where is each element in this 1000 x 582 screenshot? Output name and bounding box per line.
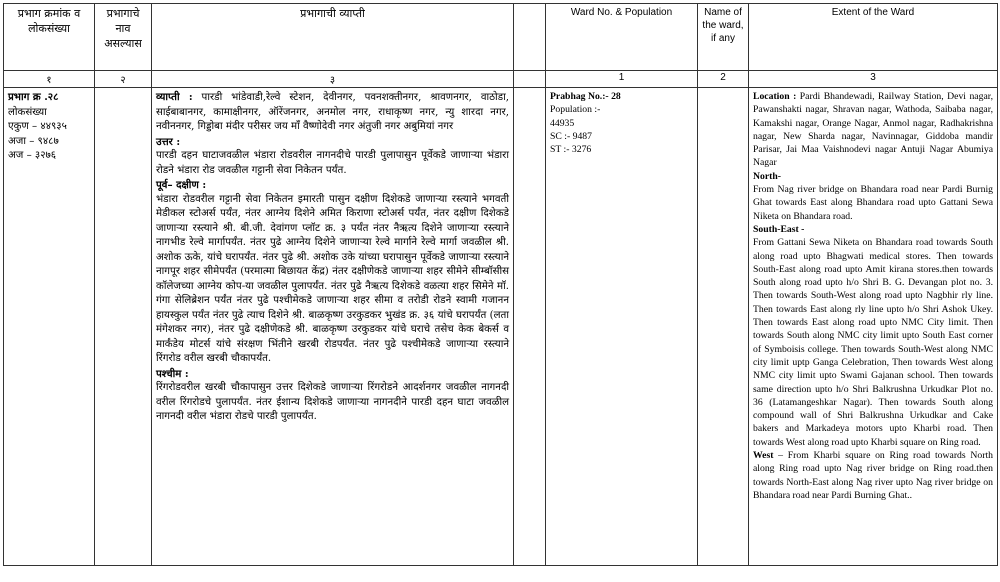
header-row xyxy=(4,4,998,71)
population-label-en: Population :- xyxy=(550,104,601,116)
north-label-en: North- xyxy=(753,170,781,182)
southeast-label-mr: पूर्व– दक्षीण : xyxy=(156,179,207,191)
col-number-2-en: 2 xyxy=(698,71,749,88)
west-label-mr: पश्चीम : xyxy=(156,367,189,380)
col-number-3: ३ xyxy=(152,71,514,88)
col-number-blank xyxy=(514,71,546,88)
ward-number-en: Prabhag No.:- 28 xyxy=(550,91,621,102)
header-ward-no-population-mr: प्रभाग क्रमांक व लोकसंख्या xyxy=(4,4,95,71)
extent-text-mr: पारडी भांडेवाडी,रेल्वे स्टेशन, देवीनगर, पवनशक्तीनगर, श्रावणनगर, वाठोडा, साईबाबानगर, कामाक्षीनगर, ऑरेंजनगर, अनमोल नगर, राधाकृष्ण नगर, न्यु शारदा नगर, नवीननगर, गिड्डोबा मंदीर परीसर जय माँ वैष्णोदेवी नगर अंतुजी नगर अबुमियां नगर xyxy=(156,92,510,132)
location-text-en: Pardi Bhandewadi, Railway Station, Devi nagar, Pawanshakti nagar, Shravan nagar, Wathoda, Saibaba nagar, Kamakshi nagar, Orange Nagar, Anmol nagar, Radhakrishna nagar, New Sharda nagar, Navinnagar, Giddoba mandir Parisar, Jai Maa Vaishnodevi nagar Antuji Nagar Abumiya Nagar xyxy=(753,91,994,169)
col-number-1: १ xyxy=(4,71,95,88)
header-ward-name-mr: प्रभागाचे नाव असल्यास xyxy=(95,4,152,71)
blank-cell xyxy=(514,88,546,566)
west-text-en: – From Kharbi square on Ring road towards North along Ring road upto Nag river bridge on Ring road.then towards North-East along Nag river upto Nag river bridge on Bhandara road near Pardi Burning Ghat.. xyxy=(753,450,993,501)
west-label-en: West xyxy=(753,450,774,462)
population-sc-en: SC :- 9487 xyxy=(550,130,592,142)
southeast-text-en: From Gattani Sewa Niketa on Bhandara road towards South along road upto Bhagwati medical stores. Then towards South-East along road upto Amit kirana stores.then towards South along road upto h/o Shri B. G. Devangan plot no. 3. Then towards South-West along road upto Nagbhir rly line. Then towards East along rly line upto h/o Shri Ashok Ukey. Then towards East along road upto NMC City limit. Then towards South along NMC city limit upto South East corner of Symboisis college. Then towards South-West along NMC city limit uptp Ganga Celebration, Then towards West along NMC city limit upto Swami Gajanan school. Then towards same direction upto h/o Shri Balkrushna Urkudkar Plot no. 36 (Latamangeshkar Nagar). Then towards South along compound wall of Shri Balkrushna Urkudkar and Cake bakers and Markadeya motors upto Kharbi road. Then towards West along road upto Kharbi square on Ring road. xyxy=(753,237,993,448)
ward-info-mr xyxy=(4,88,95,566)
header-extent-en: Extent of the Ward xyxy=(749,4,998,71)
ward-extent-mr xyxy=(152,88,514,566)
col-number-1-en: 1 xyxy=(546,71,698,88)
north-text-en: From Nag river bridge on Bhandara road near Pardi Burnig Ghat towards East along Bhandara road upto Gattani Sewa Niketa on Bhandara road. xyxy=(753,184,993,222)
ward-table xyxy=(3,3,998,566)
header-extent-mr: प्रभागाची व्याप्ती xyxy=(152,4,514,71)
ward-row xyxy=(4,88,998,566)
location-paragraph-en xyxy=(753,90,993,170)
extent-paragraph-mr xyxy=(156,90,509,135)
west-paragraph-en xyxy=(753,449,993,502)
population-total-mr: एकुण – ४४९३५ xyxy=(8,121,67,132)
ward-extent-en xyxy=(749,88,998,566)
southeast-label-en: South-East - xyxy=(753,223,805,235)
population-sc-mr: अजा – ९४८७ xyxy=(8,135,59,147)
ward-name-en xyxy=(698,88,749,566)
extent-label-mr: व्याप्ती : xyxy=(156,91,193,103)
column-number-row xyxy=(4,71,998,88)
ward-title-mr: प्रभाग क्र .२८ xyxy=(8,91,59,103)
north-text-mr: पारडी दहन घाटाजवळील भंडारा रोडवरील नागनदीचे पारडी पुलापासुन पूर्वेकडे जाणाऱ्या भंडारा रोडने भंडारा रोड जवळील गट्टानी सेवा निकेतन पर्यंत. xyxy=(156,150,509,176)
ward-info-en xyxy=(546,88,698,566)
location-label-en: Location : xyxy=(753,91,797,102)
col-number-3-en: 3 xyxy=(749,71,998,88)
col-number-2: २ xyxy=(95,71,152,88)
header-blank xyxy=(514,4,546,71)
population-st-en: ST :- 3276 xyxy=(550,144,592,156)
west-text-mr: रिंगरोडवरील खरबी चौकापासुन उत्तर दिशेकडे जाणाऱ्या रिंगरोडने आदर्शनगर जवळील नागनदी वरील रिंगरोडचे पुलापर्यंत. नंतर ईशान्य दिशेकडे जाणाऱ्या नागनदीने पारडी दहन घाटा जवळील नागनदी वरील भंडारा रोडचे पारडी पुलापर्यंत. xyxy=(156,382,509,422)
population-value-en: 44935 xyxy=(550,117,575,129)
population-st-mr: अज – ३२७६ xyxy=(8,150,57,161)
population-label-mr: लोकसंख्या xyxy=(8,106,47,118)
ward-name-mr xyxy=(95,88,152,566)
header-ward-no-population-en: Ward No. & Population xyxy=(546,4,698,71)
southeast-text-mr: भंडारा रोडवरील गट्टानी सेवा निकेतन इमारती पासुन दक्षीण दिशेकडे जाणाऱ्या रस्त्याने भगवती मेडीकल स्टोअर्स पर्यंत, नंतर आग्नेय दिशेने अमित किराणा स्टोअर्स पर्यंत, नंतर दक्षीण दिशेकडे जाणाऱ्या रस्त्याने श्री. बी.जी. देवांगण प्लॉट क्र. ३ पर्यंत नंतर नैऋत्य दिशेने जाणाऱ्या रस्त्याने नागभीड रेल्वे मार्गापर्यंत. नंतर पुढे आग्नेय दिशेने जाणाऱ्या रेल्वे मार्गाने रेल्वे मार्गा जवळील श्री. अशोक ऊके, यांचे घरापर्यंत. नंतर पुढे श्री. अशोक उके यांच्या घरापासुन पूर्वेकडे जाणाऱ्या रस्त्याने नागपूर शहर सीमेपर्यंत (परमात्मा बिछायत केंद्र) नंतर दक्षीणेकडे जाणाऱ्या शहर सीमेने सीम्बॉसीस कॉलेजच्या आग्नेय कोप-या जवळील पुलापर्यंत. नंतर पुढे नैऋत्य दिशेकडे वळत्या शहर सिमेने मॉ. गंगा सेलिब्रेशन पर्यंत नंतर पुढे पश्चीमेकडे जाणाऱ्या शहर सीमा व तरोडी रोडने स्वामी गजानन हायस्कुल पर्यंत नंतर पुढे त्याच दिशेने श्री. बाळकृष्ण उरकुडकर भुखंड क्र. ३६ यांचे घरापर्यंत (लता मंगेशकर नगर), नंतर पुढे दक्षीणेकडे श्री. बाळकृष्ण उरकुडकर यांचे घराचे तसेच केक बेकर्स व मार्कंडेय मोटर्स यांचे संरक्षण भिंतीने खरबी रोडपर्यंत. नंतर पुढे पश्चीमेकडे जाणाऱ्या रस्त्याने रिंगरोड वरील खरबी चौकापर्यंत. xyxy=(156,193,509,364)
north-label-mr: उत्तर : xyxy=(156,135,181,148)
header-ward-name-en: Name of the ward, if any xyxy=(698,4,749,71)
